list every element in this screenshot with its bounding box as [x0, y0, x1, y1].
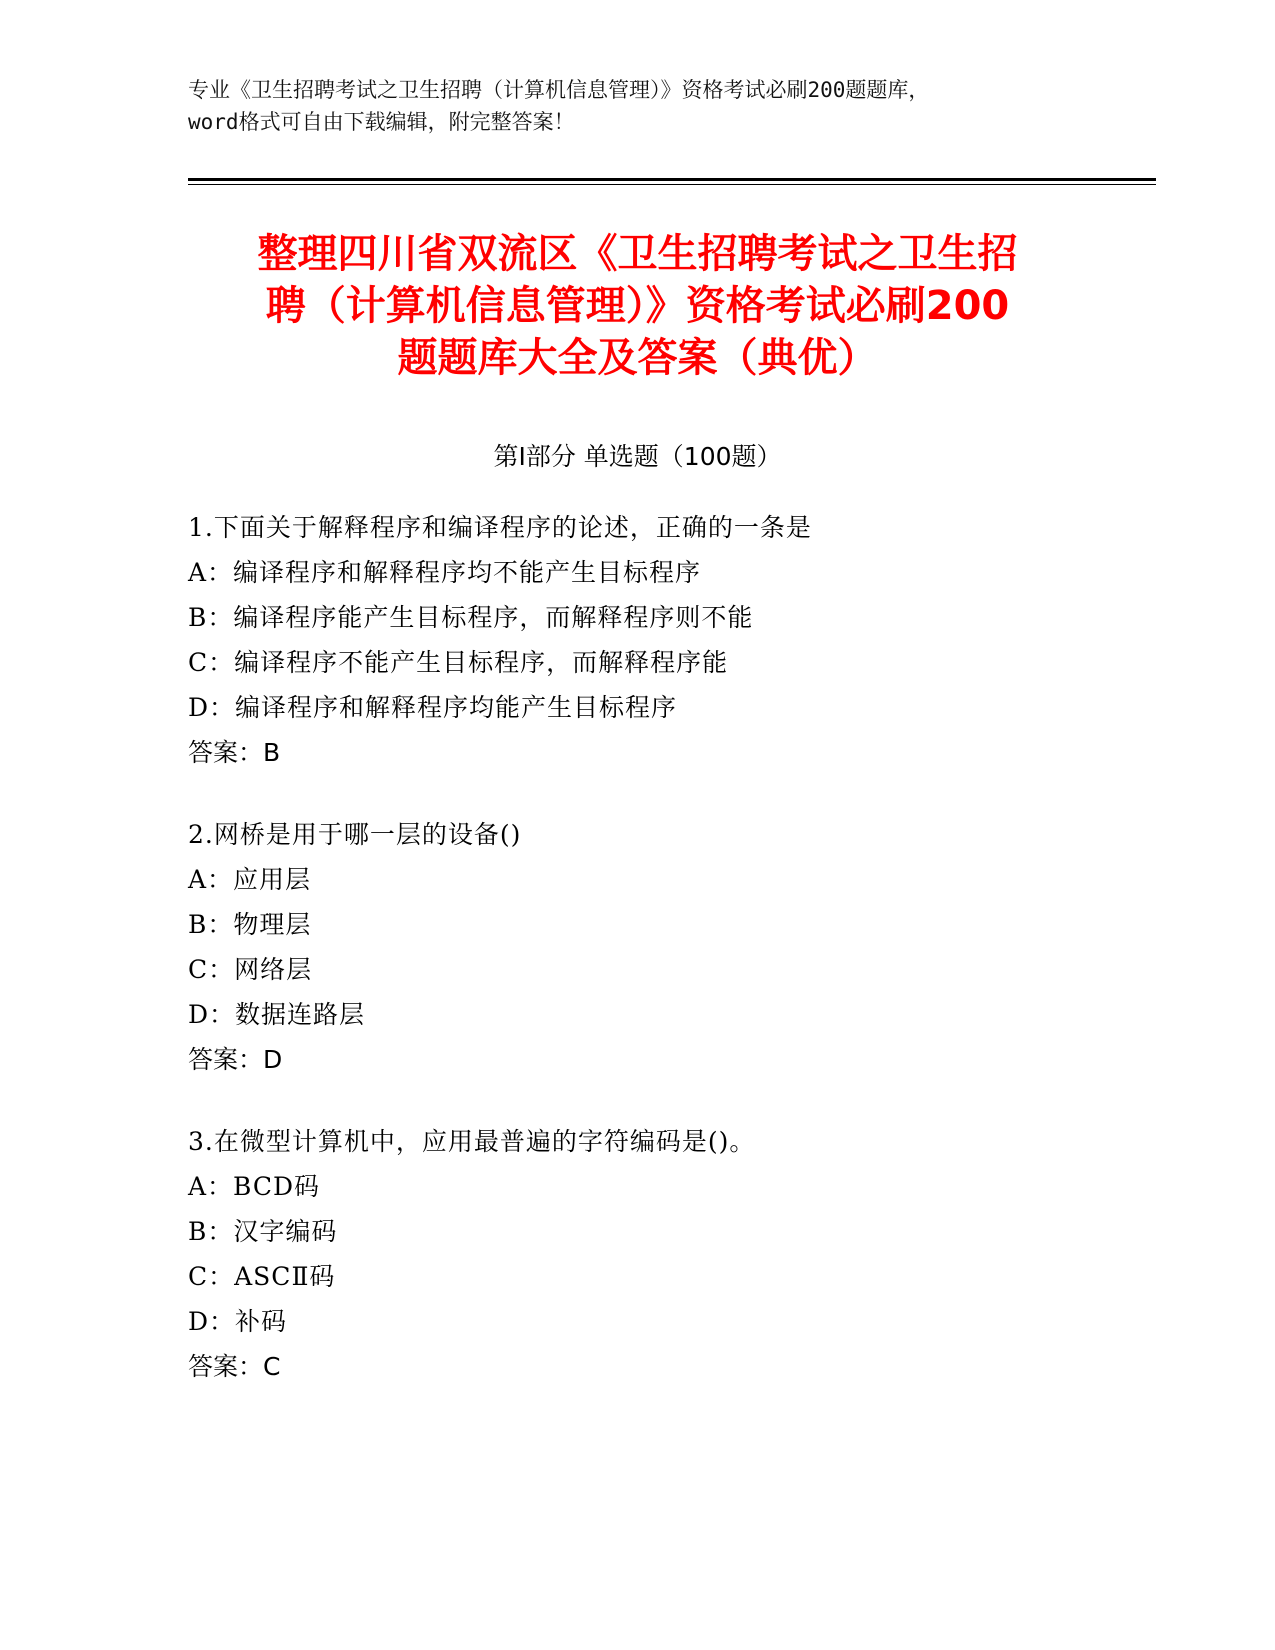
header-divider-thin: [188, 184, 1156, 185]
document-intro: [188, 74, 1108, 138]
question-stem: 2.网桥是用于哪一层的设备(): [188, 820, 522, 849]
question-stem: 3.在微型计算机中，应用最普遍的字符编码是()。: [188, 1127, 756, 1156]
option-b: B：编译程序能产生目标程序，而解释程序则不能: [188, 603, 754, 632]
header-divider-thick: [188, 178, 1156, 181]
title-line-1: 整理四川省双流区《卫生招聘考试之卫生招: [257, 231, 1018, 277]
option-d: D：数据连路层: [188, 1000, 366, 1029]
option-d: D：编译程序和解释程序均能产生目标程序: [188, 693, 678, 722]
section-heading: 第Ⅰ部分 单选题（100题）: [493, 442, 782, 471]
answer-text: 答案：D: [188, 1045, 283, 1074]
question-3: [188, 1119, 1088, 1389]
option-a: A：应用层: [188, 865, 312, 894]
title-line-2: 聘（计算机信息管理）》资格考试必刷200: [265, 283, 1010, 329]
question-2: [188, 812, 1088, 1082]
question-stem: 1.下面关于解释程序和编译程序的论述，正确的一条是: [188, 513, 812, 542]
intro-line-2: word格式可自由下载编辑，附完整答案！: [188, 110, 575, 134]
option-b: B：汉字编码: [188, 1217, 338, 1246]
option-b: B：物理层: [188, 910, 312, 939]
option-c: C：网络层: [188, 955, 313, 984]
option-d: D：补码: [188, 1307, 288, 1336]
document-title: [180, 228, 1095, 384]
option-c: C：ASCⅡ码: [188, 1262, 336, 1291]
answer-text: 答案：C: [188, 1352, 281, 1381]
option-a: A：编译程序和解释程序均不能产生目标程序: [188, 558, 702, 587]
answer-text: 答案：B: [188, 738, 281, 767]
title-line-3: 题题库大全及答案（典优）: [397, 335, 878, 381]
option-a: A：BCD码: [188, 1172, 321, 1201]
option-c: C：编译程序不能产生目标程序，而解释程序能: [188, 648, 729, 677]
intro-line-1: 专业《卫生招聘考试之卫生招聘（计算机信息管理）》资格考试必刷200题题库，: [188, 78, 930, 102]
question-1: [188, 505, 1088, 775]
